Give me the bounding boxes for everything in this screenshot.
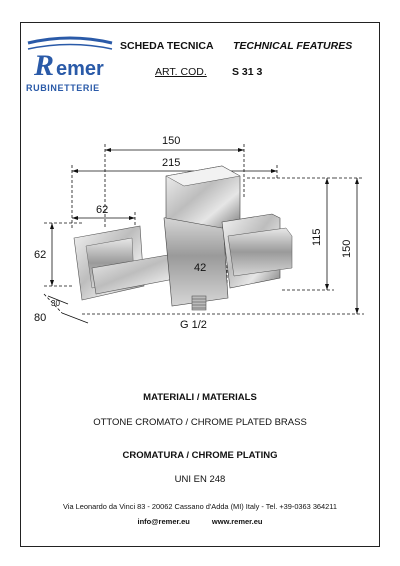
company-address: Via Leonardo da Vinci 83 - 20062 Cassano d'Adda (MI) Italy - Tel. +39-0363 364211 — [63, 502, 337, 511]
faucet-illustration — [74, 166, 292, 310]
dim-115: 115 — [311, 228, 323, 246]
website-link[interactable]: www.remer.eu — [211, 517, 263, 526]
plating-heading: CROMATURA / CHROME PLATING — [122, 450, 278, 461]
brand-subtitle: RUBINETTERIE — [26, 83, 100, 93]
svg-text:R: R — [34, 49, 55, 82]
contact-line — [0, 517, 400, 526]
sheet-title-it: SCHEDA TECNICA — [120, 40, 214, 52]
dim-150-top: 150 — [162, 135, 181, 147]
email-link[interactable]: info@remer.eu — [137, 517, 190, 526]
plating-value: UNI EN 248 — [174, 474, 226, 485]
sheet-title-en: TECHNICAL FEATURES — [233, 40, 353, 52]
connection-label: G 1/2 — [180, 319, 207, 331]
materials-heading: MATERIALI / MATERIALS — [143, 392, 257, 403]
svg-text:emer: emer — [56, 58, 104, 80]
art-code-label: ART. COD. — [155, 66, 207, 78]
materials-value: OTTONE CROMATO / CHROME PLATED BRASS — [93, 417, 307, 428]
dim-62-left: 62 — [34, 249, 47, 261]
dim-30: 30 — [51, 299, 60, 308]
dim-42: 42 — [194, 262, 207, 274]
art-code: S 31 3 — [232, 66, 263, 78]
dim-62-top: 62 — [96, 204, 109, 216]
dim-80: 80 — [34, 312, 47, 324]
dim-215: 215 — [162, 157, 181, 169]
technical-drawing — [22, 118, 378, 338]
dim-150-right: 150 — [341, 239, 353, 258]
